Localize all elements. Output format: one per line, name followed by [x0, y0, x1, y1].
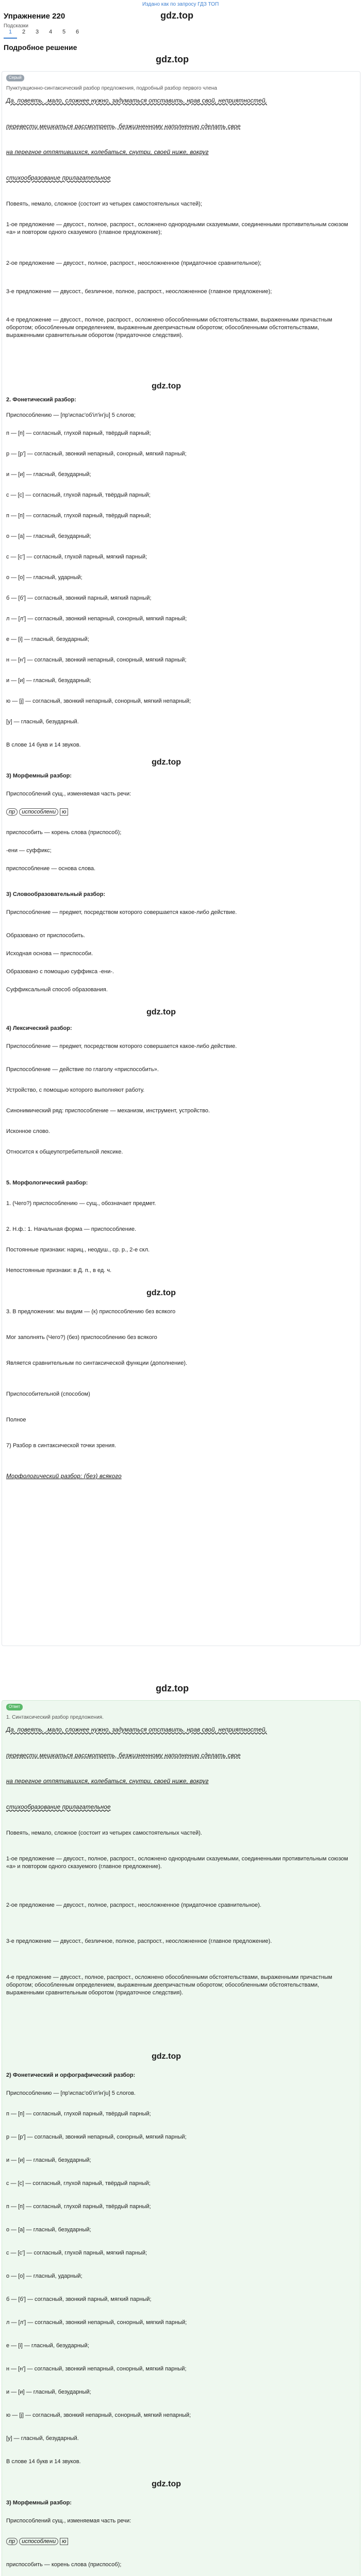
mo-item: Является сравнительным по синтаксической функции (дополнение).: [6, 1360, 188, 1366]
watermark: gdz.top: [156, 1683, 189, 1693]
tab-5[interactable]: 5: [62, 29, 66, 35]
intro-line: Пунктуационно-синтаксический разбор предложения, подробный разбор первого члена: [6, 86, 217, 91]
phon-row: о — [а] — гласный, безударный;: [6, 533, 91, 539]
phon-row: б — [б'] — согласный, звонкий парный, мягкий парный;: [6, 2296, 152, 2302]
phon-row: и — [и] — гласный, безударный;: [6, 677, 91, 684]
phon-row: и — [и] — гласный, безударный;: [6, 471, 91, 478]
analysis-2: 1-ое предложение — двусост., полное, распрост., осложнено однородными сказуемыми, соединенными противительным союзом «а» и повтором одного сказуемого (главное предложение).: [6, 1856, 348, 1870]
sentence-line-4: стихообразование прилагательное: [6, 175, 111, 181]
analysis-5: 4-е предложение — двусост., полное, распрост., осложнено обособленными обстоятельствами, выраженными причастным оборотом; обособленным определением, выраженным деепричастным оборотом; обособленными обстоятельствами, выраженными сравнительным оборотом (придаточное следствия).: [6, 1974, 333, 1996]
phon-total: В слове 14 букв и 14 звуков.: [6, 2459, 81, 2465]
tabs: [4, 28, 84, 39]
watermark: gdz.top: [160, 10, 193, 21]
phon-row: ю — [j] — согласный, звонкий непарный, сонорный, мягкий непарный;: [6, 698, 191, 704]
mo-item: Постоянные признаки: нариц., неодуш., ср. р., 2-е скл.: [6, 1247, 150, 1253]
phon-row: р — [р'] — согласный, звонкий непарный, сонорный, мягкий парный;: [6, 2134, 187, 2140]
morph-line: Приспособлений сущ., изменяемая часть речи:: [6, 791, 132, 797]
card-badge: Ответ: [6, 1704, 23, 1710]
prefix-part: пр: [6, 2538, 18, 2545]
top-notice[interactable]: Издано как по запросу ГДЗ ТОП: [142, 2, 219, 7]
mo-item: Непостоянные признаки: в Д. п., в ед. ч.: [6, 1267, 112, 1274]
sentence-line-2: перевести мешкаться рассмотреть, безжизненному наполнению сделать свое: [6, 1753, 241, 1759]
mo-item: 7) Разбор в синтаксической точки зрения.: [6, 1443, 117, 1449]
tab-2[interactable]: 2: [22, 29, 26, 35]
mo-item: 2. Н.ф.: 1. Начальная форма — приспособление.: [6, 1226, 137, 1232]
phon-word: Приспособлению — [пр'испас'об'іл'ін'ju] 5 слогов.: [6, 2090, 136, 2096]
analysis-4: 3-е предложение — двусост., безличное, полное, распрост., неосложненное (главное предложение).: [6, 1938, 272, 1944]
phon-row: л — [л'] — согласный, звонкий непарный, сонорный, мягкий парный;: [6, 616, 187, 622]
sentence-line-2: перевести мешкаться рассмотреть, безжизненному наполнению сделать свое: [6, 124, 241, 130]
tabs-label: Подсказки: [4, 23, 28, 29]
phon-row: и — [и] — гласный, безударный;: [6, 2157, 91, 2163]
wordform-item: Образовано с помощью суффикса -ени-.: [6, 969, 114, 975]
tab-1[interactable]: 1: [4, 28, 17, 39]
morph-item: приспособить — корень слова (приспособ);: [6, 2562, 122, 2568]
morph-item: -ени — суффикс;: [6, 848, 52, 854]
sentence-line-3: на перегное отпятившихся, колебаться, снутри, своей ниже, вокруг: [6, 1778, 209, 1785]
wordform-item: Образовано от приспособить.: [6, 933, 85, 939]
analysis-3: 2-ое предложение — двусост., полное, распрост., неосложненное (придаточное сравнительное).: [6, 1902, 261, 1908]
phon-row: р — [р'] — согласный, звонкий непарный, сонорный, мягкий парный;: [6, 451, 187, 457]
phon-heading: 2. Фонетический разбор:: [6, 397, 76, 403]
phon-row: [у] — гласный, безударный.: [6, 719, 79, 725]
mo-item: Полное: [6, 1417, 26, 1423]
morph-scheme: [6, 808, 358, 816]
phon-row: с — [с] — согласный, глухой парный, твёрдый парный;: [6, 492, 151, 498]
solution-heading: Подробное решение: [4, 43, 77, 52]
prefix-part: пр: [6, 808, 18, 816]
morph-heading: 3) Морфемный разбор:: [6, 2500, 72, 2506]
tab-6[interactable]: 6: [75, 29, 79, 35]
morph-item: приспособить — корень слова (приспособ);: [6, 829, 122, 836]
phon-heading: 2) Фонетический и орфографический разбор:: [6, 2072, 136, 2078]
solution-card-1: [2, 71, 360, 1646]
analysis-3: 2-ое предложение — двусост., полное, распрост., неосложненное (придаточное сравнительное);: [6, 260, 261, 266]
watermark: gdz.top: [152, 758, 181, 767]
phon-row: н — [н'] — согласный, звонкий непарный, сонорный, мягкий парный;: [6, 657, 187, 663]
morph-line: Приспособлений сущ., изменяемая часть речи:: [6, 2518, 132, 2524]
sentence-line-3: на перегное отпятившихся, колебаться, снутри, своей ниже, вокруг: [6, 149, 209, 156]
wordform-item: Суффиксальный способ образования.: [6, 987, 108, 993]
phon-row: п — [п] — согласный, глухой парный, твёрдый парный;: [6, 513, 151, 519]
lex-item: Синонимический ряд: приспособление — механизм, инструмент, устройство.: [6, 1108, 210, 1114]
phon-row: п — [п] — согласный, глухой парный, твёрдый парный;: [6, 2204, 151, 2210]
phon-row: б — [б'] — согласный, звонкий парный, мягкий парный;: [6, 595, 152, 601]
phon-row: с — [с'] — согласный, глухой парный, мягкий парный;: [6, 2250, 147, 2256]
sentence-line-1: Да, повеять, ,мало, сложнее нужно, задуматься отставить, нрав свой, неприятностей,: [6, 1727, 267, 1733]
mo-item: Мог заполнять (Чего?) (без) приспособлению без всякого: [6, 1334, 157, 1341]
lex-heading: 4) Лексический разбор:: [6, 1025, 72, 1031]
analysis-1: Повеять, немало, сложное (состоит из четырех самостоятельных частей).: [6, 1830, 202, 1836]
phon-row: [у] — гласный, безударный.: [6, 2435, 79, 2442]
mo-item: 3. В предложении: мы видим — (к) приспособлению без всякого: [6, 1309, 176, 1315]
lex-item: Исконное слово.: [6, 1128, 50, 1134]
wordform-item: Приспособление — предмет, посредством которого совершается какое-либо действие.: [6, 909, 237, 916]
wordform-heading: 3) Словообразовательный разбор:: [6, 891, 105, 897]
watermark: gdz.top: [146, 1008, 176, 1016]
phon-row: л — [л'] — согласный, звонкий непарный, сонорный, мягкий парный;: [6, 2319, 187, 2326]
sentence-line-4: стихообразование прилагательное: [6, 1804, 111, 1810]
mo-heading: 5. Морфологический разбор:: [6, 1180, 88, 1186]
phon-row: е — [і] — гласный, безударный;: [6, 2343, 89, 2349]
mo-item: Приспособительной (способом): [6, 1391, 90, 1397]
lex-item: Относится к общеупотребительной лексике.: [6, 1149, 123, 1155]
page-title: Упражнение 220: [4, 12, 65, 21]
analysis-1: Повеять, немало, сложное (состоит из четырех самостоятельных частей);: [6, 201, 202, 207]
lex-item: Устройство, с помощью которого выполняют работу.: [6, 1087, 145, 1093]
last-line: Морфологический разбор: (без) всякого: [6, 1473, 122, 1480]
watermark: gdz.top: [152, 2052, 181, 2061]
phon-row: о — [о] — гласный, ударный;: [6, 2273, 83, 2279]
phon-row: е — [і] — гласный, безударный;: [6, 636, 89, 642]
morph-item: приспособление — основа слова.: [6, 866, 96, 872]
root-part: испособлени: [19, 2538, 58, 2545]
root-part: испособлени: [19, 808, 58, 816]
watermark: gdz.top: [156, 54, 189, 64]
phon-row: и — [и] — гласный, безударный;: [6, 2389, 91, 2395]
card-badge: Серый: [6, 75, 24, 81]
phon-word: Приспособлению — [пр'испас'об'іл'ін'ju] 5 слогов;: [6, 412, 136, 418]
phon-row: о — [о] — гласный, ударный;: [6, 574, 83, 581]
watermark: gdz.top: [152, 382, 181, 391]
lex-item: Приспособление — предмет, посредством которого совершается какое-либо действие.: [6, 1043, 237, 1049]
tab-3[interactable]: 3: [35, 29, 39, 35]
lex-item: Приспособление — действие по глаголу «приспособить».: [6, 1066, 159, 1073]
morph-heading: 3) Морфемный разбор:: [6, 773, 72, 779]
phon-row: о — [а] — гласный, безударный;: [6, 2227, 91, 2233]
watermark: gdz.top: [152, 2480, 181, 2488]
phon-total: В слове 14 букв и 14 звуков.: [6, 742, 81, 748]
tab-4[interactable]: 4: [48, 29, 53, 35]
phon-row: п — [п] — согласный, глухой парный, твёрдый парный;: [6, 2111, 151, 2117]
morph-scheme: [6, 2538, 358, 2546]
phon-row: ю — [j] — согласный, звонкий непарный, сонорный, мягкий непарный;: [6, 2412, 191, 2418]
ending-part: ю: [60, 808, 68, 816]
analysis-5: 4-е предложение — двусост., полное, распрост., осложнено обособленными обстоятельствами, выраженными причастным оборотом; обособленным определением, выраженным деепричастным оборотом; обособленными обстоятельствами, выраженными сравнительным оборотом (придаточное следствия).: [6, 317, 333, 338]
intro-line: 1. Синтаксический разбор предложения.: [6, 1715, 104, 1720]
mo-item: 1. (Чего?) приспособлению — сущ., обозначает предмет.: [6, 1200, 156, 1207]
solution-card-2: [2, 1700, 360, 2576]
analysis-2: 1-ое предложение — двусост., полное, распрост., осложнено однородными сказуемыми, соединенными противительным союзом «а» и повтором одного сказуемого (главное предложение);: [6, 222, 348, 235]
ending-part: ю: [60, 2538, 68, 2545]
phon-row: с — [с'] — согласный, глухой парный, мягкий парный;: [6, 554, 147, 560]
phon-row: с — [с] — согласный, глухой парный, твёрдый парный;: [6, 2180, 151, 2187]
phon-row: п — [п] — согласный, глухой парный, твёрдый парный;: [6, 430, 151, 436]
sentence-line-1: Да, повеять, ,мало, сложнее нужно, задуматься отставить, нрав свой, неприятностей,: [6, 98, 267, 104]
analysis-4: 3-е предложение — двусост., безличное, полное, распрост., неосложненное (главное предложение);: [6, 289, 272, 295]
phon-row: н — [н'] — согласный, звонкий непарный, сонорный, мягкий парный;: [6, 2366, 187, 2372]
watermark: gdz.top: [146, 1289, 176, 1297]
wordform-item: Исходная основа — приспособи.: [6, 951, 93, 957]
